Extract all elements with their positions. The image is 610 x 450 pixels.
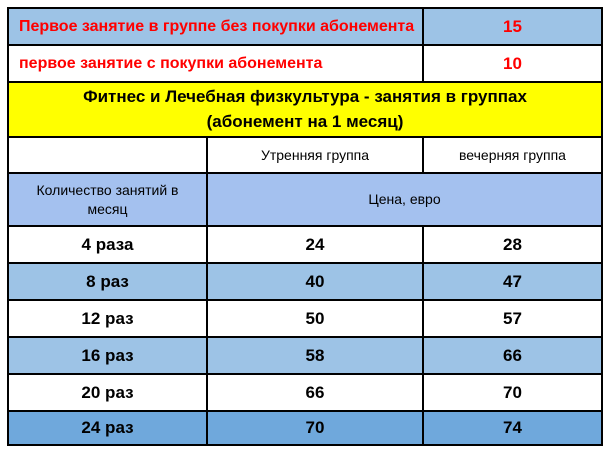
table-title-line1: Фитнес и Лечебная физкультура - занятия в группах [83, 86, 527, 106]
row-evening-price: 47 [424, 264, 601, 299]
fitness-price-table [7, 7, 603, 446]
row-morning-price: 50 [208, 301, 422, 336]
row-label: 4 раза [9, 227, 206, 262]
row-morning-price: 66 [208, 375, 422, 410]
price-euro-header: Цена, евро [208, 174, 601, 225]
row-morning-price: 58 [208, 338, 422, 373]
row-label: 12 раз [9, 301, 206, 336]
row-evening-price: 57 [424, 301, 601, 336]
column-header-evening: вечерняя группа [424, 138, 601, 172]
row-morning-price: 70 [208, 412, 422, 444]
row-label: 16 раз [9, 338, 206, 373]
table-title [9, 83, 601, 136]
table-title-line2: (абонемент на 1 месяц) [206, 111, 404, 131]
row-label: 24 раз [9, 412, 206, 444]
row-evening-price: 66 [424, 338, 601, 373]
column-header-morning: Утренняя группа [208, 138, 422, 172]
row-morning-price: 40 [208, 264, 422, 299]
intro-row-1-price: 15 [424, 9, 601, 44]
intro-row-1-label: Первое занятие в группе без покупки абонемента [9, 9, 422, 44]
row-label: 8 раз [9, 264, 206, 299]
empty-corner-cell [9, 138, 206, 172]
row-evening-price: 70 [424, 375, 601, 410]
row-label: 20 раз [9, 375, 206, 410]
intro-row-2-label: первое занятие с покупки абонемента [9, 46, 422, 81]
row-evening-price: 74 [424, 412, 601, 444]
count-per-month-header: Количество занятий в месяц [9, 174, 206, 225]
intro-row-2-price: 10 [424, 46, 601, 81]
row-morning-price: 24 [208, 227, 422, 262]
row-evening-price: 28 [424, 227, 601, 262]
